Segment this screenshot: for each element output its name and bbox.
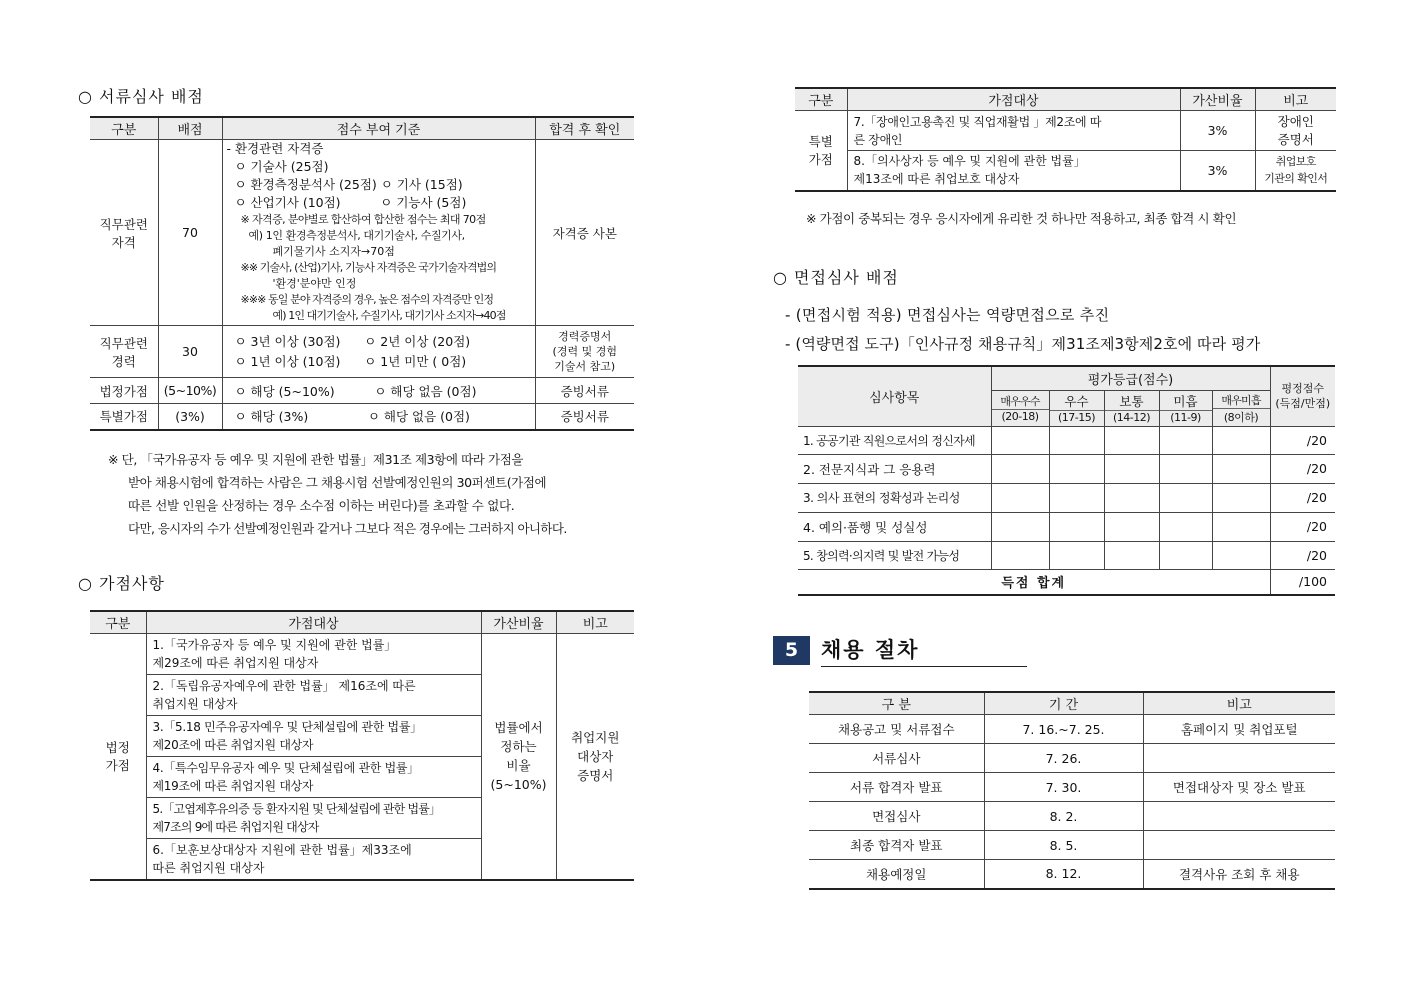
procedure-period: 8. 12. (984, 860, 1143, 889)
table-row (809, 831, 1335, 860)
item-label: 4. 예의·품행 및 성실성 (798, 512, 991, 541)
grade-range: (8이하) (1213, 408, 1270, 425)
procedure-note: 홈페이지 및 취업포털 (1143, 715, 1335, 744)
criteria-note: 예) 1인 대기기술사, 수질기사, 대기기사 소지자→40점 (272, 309, 506, 322)
bonus-footnote: ※ 가점이 중복되는 경우 응시자에게 유리한 것 하나만 적용하고, 최종 합격 시 확인 (806, 211, 1237, 226)
grade-range: (20-18) (992, 409, 1049, 423)
header-grade: 평가등급(점수) (991, 366, 1270, 390)
procedure-note (1143, 802, 1335, 831)
doc-review-title: ○ 서류심사 배점 (78, 87, 204, 106)
legal-item: 4.「특수임무유공자 예우 및 단체설립에 관한 법률」 제19조에 따른 취업지원 대상자 (146, 757, 481, 798)
criteria-line: ㅇ 산업기사 (10점) ㅇ 기능사 (5점) (234, 195, 467, 210)
item-label: 3. 의사 표현의 정확성과 논리성 (798, 483, 991, 512)
table-row (798, 512, 1335, 541)
legal-category: 법정 가점 (90, 634, 146, 880)
item-max: /20 (1270, 541, 1335, 569)
bonus-legal-table (90, 610, 634, 881)
procedure-note: 결격사유 조회 후 채용 (1143, 860, 1335, 889)
legal-item: 3.「5.18 민주유공자예우 및 단체설립에 관한 법률」 제20조에 따른 취업지원 대상자 (146, 716, 481, 757)
section-number-badge: 5 (773, 636, 810, 665)
procedure-step: 채용공고 및 서류접수 (809, 715, 984, 744)
table-row (795, 151, 1336, 191)
table-row (809, 802, 1335, 831)
table-row (809, 744, 1335, 773)
criteria-note: 예) 1인 환경측정분석사, 대기기술사, 수질기사, (248, 229, 465, 242)
table-header-row (90, 117, 634, 140)
table-row (90, 378, 634, 404)
table-header-row (795, 88, 1336, 111)
row-category: 법정가점 (90, 378, 158, 404)
grade-name: 우수 (1064, 394, 1089, 409)
criteria-note: '환경'분야만 인정 (272, 277, 357, 290)
legal-item: 2.「독립유공자예우에 관한 법률」 제16조에 따른 취업지원 대상자 (146, 675, 481, 716)
procedure-title: 채용 절차 (821, 634, 1027, 667)
grade-cell (1049, 390, 1104, 426)
procedure-period: 8. 5. (984, 831, 1143, 860)
grade-cell (1159, 390, 1212, 426)
legal-item: 5.「고엽제후유의증 등 환자지원 및 단체설립에 관한 법률」 제7조의 9에 따른 취업지원 대상자 (146, 798, 481, 839)
criteria-note: ※※※ 동일 분야 자격증의 경우, 높은 점수의 자격증만 인정 (240, 293, 494, 306)
criteria-note: ※※ 기술사, (산업)기사, 기능사 자격증은 국가기술자격법의 (240, 261, 497, 274)
table-row (795, 111, 1336, 151)
item-label: 5. 창의력·의지력 및 발전 가능성 (798, 541, 991, 569)
row-confirm: 증빙서류 (535, 404, 634, 430)
grade-cell (1104, 390, 1159, 426)
criteria-line: - 환경관련 자격증 (226, 141, 324, 156)
grade-range: (14-12) (1105, 410, 1159, 424)
item-max: /20 (1270, 426, 1335, 454)
header-step: 구 분 (809, 692, 984, 715)
procedure-note: 면접대상자 및 장소 발표 (1143, 773, 1335, 802)
header-score: 평정점수 (득점/만점) (1270, 366, 1335, 426)
legal-item: 6.「보훈보상대상자 지원에 관한 법률」제33조에 따른 취업지원 대상자 (146, 839, 481, 880)
row-criteria: ㅇ 해당 (3%) ㅇ 해당 없음 (0점) (222, 404, 535, 430)
special-note: 취업보호 기관의 확인서 (1255, 151, 1336, 191)
header-note: 비고 (1143, 692, 1335, 715)
special-rate: 3% (1180, 111, 1255, 151)
table-row (90, 140, 634, 326)
header-rate: 가산비율 (1180, 88, 1255, 111)
table-header-row (809, 692, 1335, 715)
grade-name: 매우우수 (1000, 395, 1040, 408)
grade-cell (1212, 390, 1270, 426)
table-row (90, 326, 634, 378)
header-category: 구분 (90, 611, 146, 634)
criteria-line: ㅇ 환경측정분석사 (25점) ㅇ 기사 (15점) (234, 177, 463, 192)
doc-review-table (90, 116, 634, 431)
row-confirm: 자격증 사본 (535, 140, 634, 326)
bonus-title: ○ 가점사항 (78, 574, 165, 593)
item-max: /20 (1270, 483, 1335, 512)
row-confirm: 경력증명서 (경력 및 경험 기술서 참고) (535, 326, 634, 378)
interview-title: ○ 면접심사 배점 (773, 268, 899, 287)
header-confirm: 합격 후 확인 (535, 117, 634, 140)
header-rate: 가산비율 (481, 611, 556, 634)
table-row (809, 860, 1335, 889)
header-target: 가점대상 (847, 88, 1180, 111)
procedure-step: 최종 합격자 발표 (809, 831, 984, 860)
row-category: 직무관련 경력 (90, 326, 158, 378)
procedure-note (1143, 744, 1335, 773)
table-row (798, 426, 1335, 454)
table-row (798, 454, 1335, 483)
header-points: 배점 (158, 117, 222, 140)
special-item: 7.「장애인고용촉진 및 직업재활법 」제2조에 따 른 장애인 (847, 111, 1180, 151)
criteria-note: ※ 자격증, 분야별로 합산하여 합산한 점수는 최대 70점 (240, 213, 486, 226)
row-criteria (222, 326, 535, 378)
special-item: 8.「의사상자 등 예우 및 지원에 관한 법률」 제13조에 따른 취업보호 대상자 (847, 151, 1180, 191)
procedure-period: 8. 2. (984, 802, 1143, 831)
table-header-row (798, 366, 1335, 390)
legal-note: 취업지원 대상자 증명서 (556, 634, 634, 880)
item-label: 1. 공공기관 직원으로서의 정신자세 (798, 426, 991, 454)
item-max: /20 (1270, 512, 1335, 541)
note-line: 따른 선발 인원을 산정하는 경우 소수점 이하는 버린다)를 초과할 수 없다. (128, 498, 515, 513)
item-label: 2. 전문지식과 그 응용력 (798, 454, 991, 483)
legal-item: 1.「국가유공자 등 예우 및 지원에 관한 법률」 제29조에 따른 취업지원 대상자 (146, 634, 481, 675)
table-row (809, 715, 1335, 744)
item-max: /20 (1270, 454, 1335, 483)
note-line: 받아 채용시험에 합격하는 사람은 그 채용시험 선발예정인원의 30퍼센트(가점에 (128, 475, 547, 490)
header-note: 비고 (556, 611, 634, 634)
row-points: 70 (158, 140, 222, 326)
procedure-period: 7. 16.~7. 25. (984, 715, 1143, 744)
grade-cell (991, 390, 1049, 426)
criteria-note: 폐기물기사 소지자→70점 (272, 245, 395, 258)
interview-table (798, 365, 1335, 596)
table-row (809, 773, 1335, 802)
total-row (798, 569, 1335, 595)
note-line: 다만, 응시자의 수가 선발예정인원과 같거나 그보다 적은 경우에는 그러하지 아니하다. (128, 521, 567, 536)
row-criteria (222, 140, 535, 326)
row-confirm: 증빙서류 (535, 378, 634, 404)
table-row (798, 541, 1335, 569)
procedure-table (809, 691, 1335, 890)
interview-line: - (역량면접 도구)「인사규정 채용규칙」제31조제3항제2호에 따라 평가 (785, 335, 1261, 353)
row-category: 특별가점 (90, 404, 158, 430)
special-note: 장애인 증명서 (1255, 111, 1336, 151)
header-note: 비고 (1255, 88, 1336, 111)
table-header-row (90, 611, 634, 634)
procedure-period: 7. 30. (984, 773, 1143, 802)
row-points: (3%) (158, 404, 222, 430)
procedure-step: 채용예정일 (809, 860, 984, 889)
note-line: ※ 단, 「국가유공자 등 예우 및 지원에 관한 법률」제31조 제3항에 따라 가점을 (108, 452, 524, 467)
grade-name: 보통 (1119, 394, 1144, 409)
header-category: 구분 (795, 88, 847, 111)
grade-name: 미흡 (1173, 394, 1198, 409)
bonus-special-table (795, 87, 1336, 192)
criteria-line: ㅇ 기술사 (25점) (234, 159, 329, 174)
header-period: 기 간 (984, 692, 1143, 715)
table-row (90, 634, 634, 675)
table-row (798, 483, 1335, 512)
row-points: (5~10%) (158, 378, 222, 404)
grade-range: (17-15) (1050, 410, 1104, 424)
procedure-step: 면접심사 (809, 802, 984, 831)
doc-review-notes (108, 448, 638, 540)
procedure-note (1143, 831, 1335, 860)
total-max: /100 (1270, 569, 1335, 595)
table-row (90, 404, 634, 430)
header-item: 심사항목 (798, 366, 991, 426)
special-rate: 3% (1180, 151, 1255, 191)
interview-line: - (면접시험 적용) 면접심사는 역량면접으로 추진 (785, 306, 1110, 324)
grade-name: 매우미흡 (1221, 393, 1261, 407)
procedure-step: 서류심사 (809, 744, 984, 773)
header-target: 가점대상 (146, 611, 481, 634)
special-category: 특별 가점 (795, 111, 847, 191)
grade-range: (11-9) (1160, 410, 1212, 424)
total-label: 득점 합계 (798, 569, 1270, 595)
row-points: 30 (158, 326, 222, 378)
criteria-line: ㅇ 1년 이상 (10점) ㅇ 1년 미만 ( 0점) (234, 353, 467, 369)
header-category: 구분 (90, 117, 158, 140)
row-category: 직무관련 자격 (90, 140, 158, 326)
row-criteria: ㅇ 해당 (5~10%) ㅇ 해당 없음 (0점) (222, 378, 535, 404)
criteria-line: ㅇ 3년 이상 (30점) ㅇ 2년 이상 (20점) (234, 333, 471, 349)
procedure-period: 7. 26. (984, 744, 1143, 773)
procedure-step: 서류 합격자 발표 (809, 773, 984, 802)
header-criteria: 점수 부여 기준 (222, 117, 535, 140)
legal-rate: 법률에서 정하는 비율 (5~10%) (481, 634, 556, 880)
